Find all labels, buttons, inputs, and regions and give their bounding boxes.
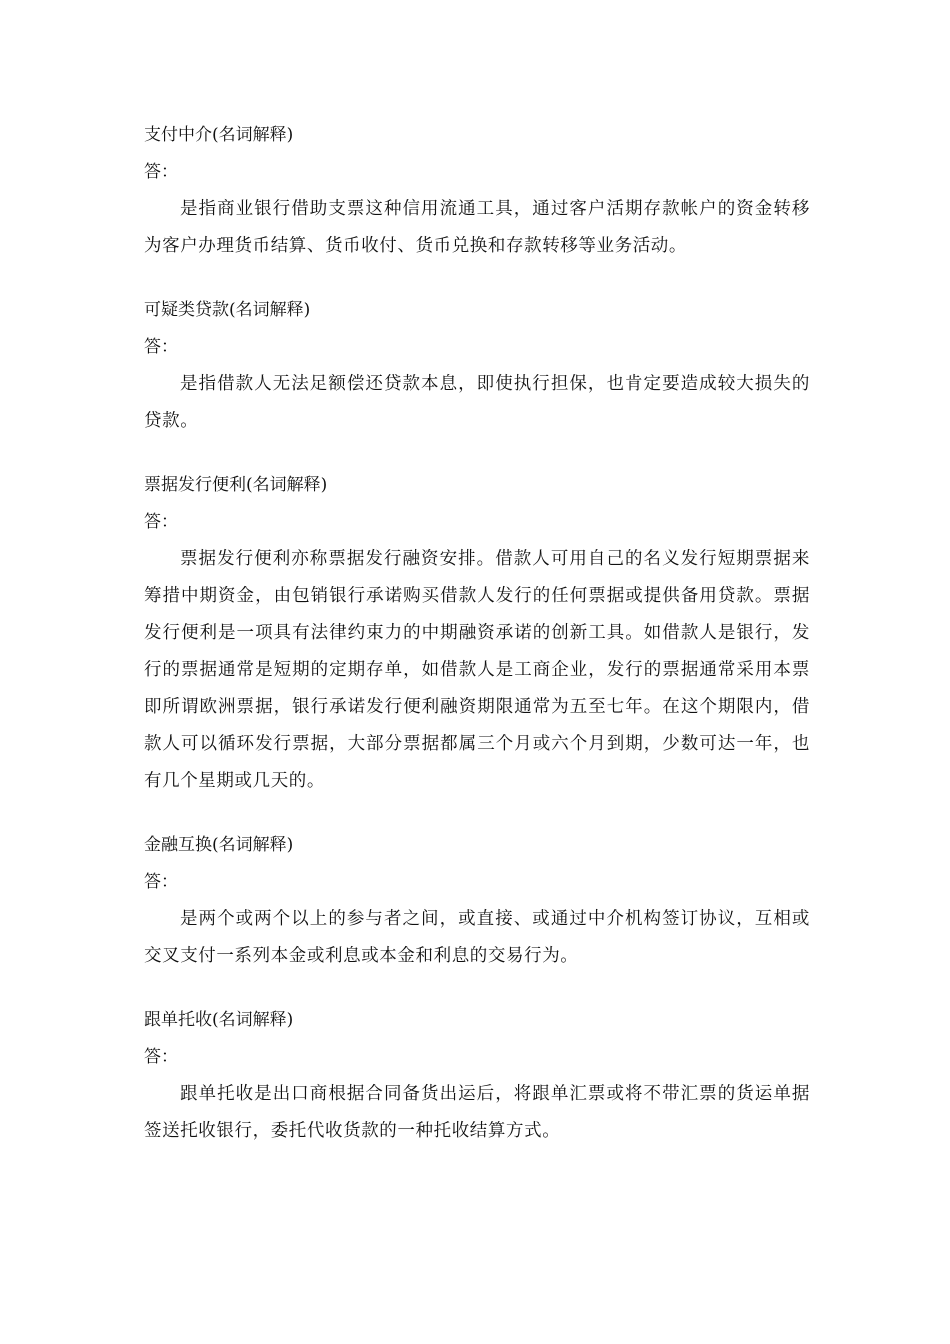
entry-definition: 是指商业银行借助支票这种信用流通工具，通过客户活期存款帐户的资金转移为客户办理货币结算、货币收付、货币兑换和存款转移等业务活动。 [144, 199, 810, 256]
entry-definition: 跟单托收是出口商根据合同备货出运后，将跟单汇票或将不带汇票的货运单据签送托收银行，委托代收货款的一种托收结算方式。 [144, 1084, 810, 1141]
entry-note-issuance-facility [144, 467, 810, 800]
answer-label: 答： [144, 162, 178, 182]
entry-definition: 是指借款人无法足额偿还贷款本息，即使执行担保，也肯定要造成较大损失的贷款。 [144, 374, 810, 431]
entry-term: 支付中介(名词解释) [144, 125, 294, 145]
entry-term: 可疑类贷款(名词解释) [144, 300, 311, 320]
entry-payment-intermediary [144, 117, 810, 265]
entry-definition: 是两个或两个以上的参与者之间，或直接、或通过中介机构签订协议，互相或交叉支付一系列本金或利息或本金和利息的交易行为。 [144, 909, 810, 966]
answer-label: 答： [144, 872, 178, 892]
entry-term: 票据发行便利(名词解释) [144, 475, 328, 495]
entry-financial-swap [144, 827, 810, 975]
entry-documentary-collection [144, 1002, 810, 1150]
entry-term: 跟单托收(名词解释) [144, 1010, 294, 1030]
entry-definition: 票据发行便利亦称票据发行融资安排。借款人可用自己的名义发行短期票据来筹措中期资金，由包销银行承诺购买借款人发行的任何票据或提供备用贷款。票据发行便利是一项具有法律约束力的中期融资承诺的创新工具。如借款人是银行，发行的票据通常是短期的定期存单，如借款人是工商企业，发行的票据通常采用本票即所谓欧洲票据，银行承诺发行便利融资期限通常为五至七年。在这个期限内，借款人可以循环发行票据，大部分票据都属三个月或六个月到期，少数可达一年，也有几个星期或几天的。 [144, 549, 810, 791]
answer-label: 答： [144, 512, 178, 532]
answer-label: 答： [144, 1047, 178, 1067]
entry-doubtful-loan [144, 292, 810, 440]
entry-list [144, 117, 810, 1177]
answer-label: 答： [144, 337, 178, 357]
entry-term: 金融互换(名词解释) [144, 835, 294, 855]
